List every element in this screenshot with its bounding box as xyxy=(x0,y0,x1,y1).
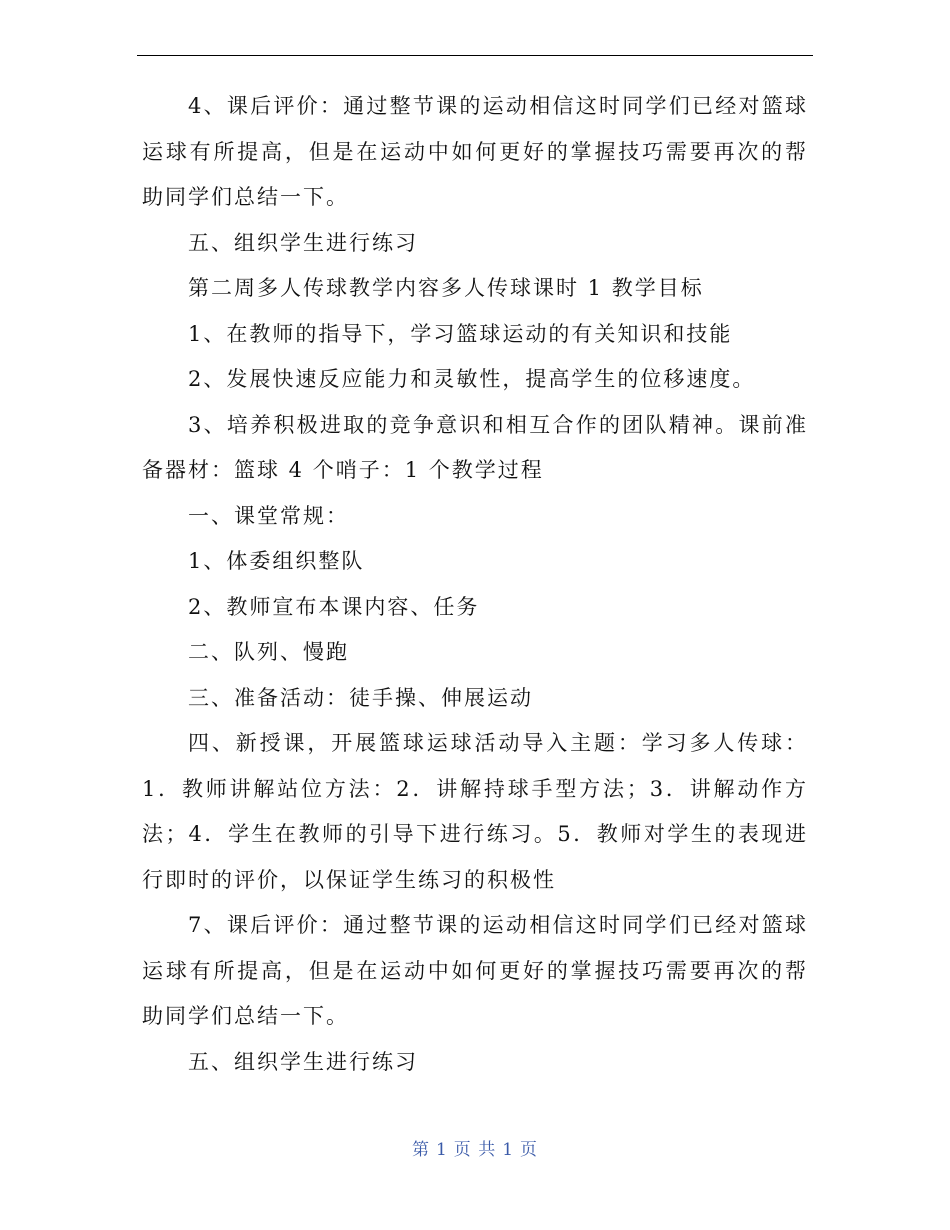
header-rule xyxy=(137,55,813,56)
footer-suffix: 页 xyxy=(520,1140,539,1160)
paragraph: 2、教师宣布本课内容、任务 xyxy=(188,594,480,619)
paragraph: 第二周多人传球教学内容多人传球课时 1 教学目标 xyxy=(188,276,704,300)
paragraph: 2、发展快速反应能力和灵敏性，提高学生的位移速度。 xyxy=(188,367,756,391)
current-page-number: 1 xyxy=(435,1140,448,1160)
total-page-count: 1 xyxy=(502,1140,515,1160)
paragraph: 1、在教师的指导下，学习篮球运动的有关知识和技能 xyxy=(188,321,733,346)
footer-prefix: 第 xyxy=(411,1140,430,1160)
paragraph: 一、课堂常规： xyxy=(188,503,349,528)
page-footer xyxy=(0,1135,950,1160)
paragraph: 四、新授课，开展篮球运球活动导入主题：学习多人传球：1．教师讲解站位方法：2．讲解持球手型方法；3．讲解动作方法；4．学生在教师的引导下进行练习。5．教师对学生的表现进行即时的评价，以保证学生练习的积极性 xyxy=(142,731,808,892)
paragraph: 三、准备活动：徒手操、伸展运动 xyxy=(188,685,533,710)
paragraph: 3、培养积极进取的竞争意识和相互合作的团队精神。课前准备器材：篮球 4 个哨子：1 个教学过程 xyxy=(142,412,808,482)
paragraph: 1、体委组织整队 xyxy=(188,549,365,573)
paragraph: 7、课后评价：通过整节课的运动相信这时同学们已经对篮球运球有所提高，但是在运动中如何更好的掌握技巧需要再次的帮助同学们总结一下。 xyxy=(142,913,808,1028)
footer-middle: 页 共 xyxy=(453,1140,497,1160)
paragraph: 五、组织学生进行练习 xyxy=(188,1049,418,1074)
paragraph: 五、组织学生进行练习 xyxy=(188,230,418,255)
paragraph: 4、课后评价：通过整节课的运动相信这时同学们已经对篮球运球有所提高，但是在运动中如何更好的掌握技巧需要再次的帮助同学们总结一下。 xyxy=(142,94,808,209)
paragraph: 二、队列、慢跑 xyxy=(188,640,349,664)
document-body xyxy=(142,84,808,1085)
